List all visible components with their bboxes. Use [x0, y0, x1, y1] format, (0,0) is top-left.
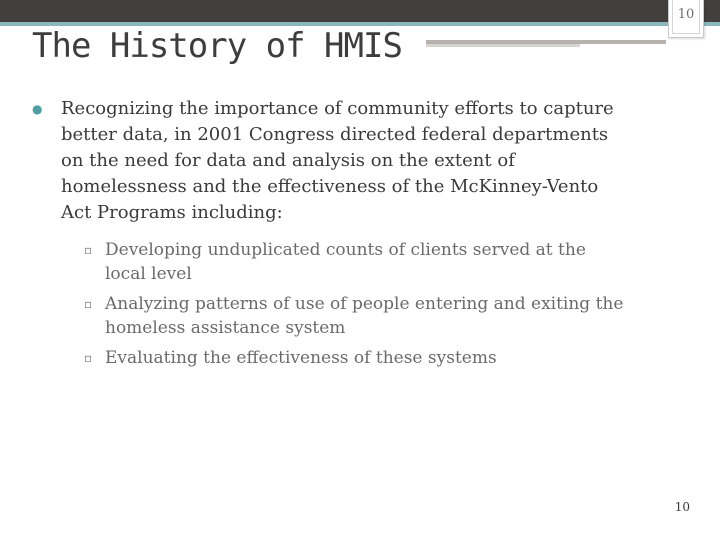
slide-body [30, 96, 630, 376]
square-bullet-icon: ▫ [84, 351, 93, 365]
main-bullet-item [30, 96, 630, 226]
sub-bullet-text: Evaluating the effectiveness of these systems [105, 348, 497, 368]
slide-title: The History of HMIS [32, 26, 402, 66]
sub-bullet-item [84, 292, 630, 340]
slide-number-footer: 10 [674, 500, 690, 514]
bullet-dot-icon: ● [32, 102, 43, 116]
sub-bullet-item [84, 346, 630, 370]
sub-bullet-text: Analyzing patterns of use of people entering and exiting the homeless assistance system [105, 294, 624, 338]
title-rule-shadow [426, 44, 580, 47]
square-bullet-icon: ▫ [84, 243, 93, 257]
slide-number-corner: 10 [672, 0, 700, 34]
sub-bullet-list [30, 238, 630, 370]
sub-bullet-item [84, 238, 630, 286]
main-bullet-text: Recognizing the importance of community efforts to capture better data, in 2001 Congress directed federal departments on the need for data and analysis on the extent of homelessness and the effectiveness of the McKinney-Vento Act Programs including: [61, 98, 614, 223]
top-header-bar [0, 0, 720, 22]
slide-number-tab [668, 0, 704, 38]
square-bullet-icon: ▫ [84, 297, 93, 311]
sub-bullet-text: Developing unduplicated counts of clients served at the local level [105, 240, 586, 284]
